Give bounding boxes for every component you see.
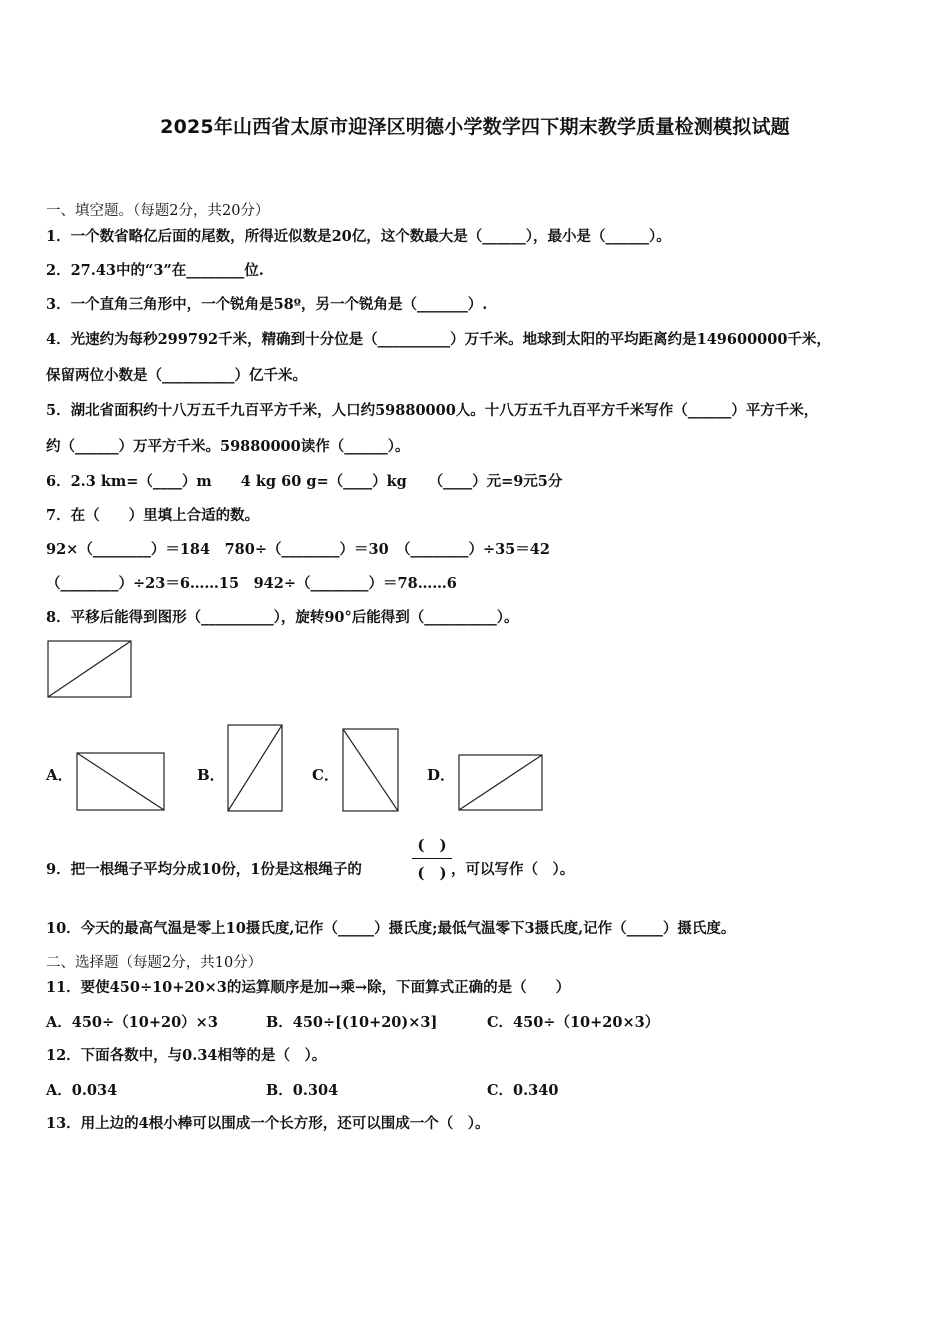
q8-option-a-label: A． <box>46 766 73 784</box>
question-2: 2．27.43中的“3”在________位. <box>46 262 264 279</box>
question-5-line-1: 5．湖北省面积约十八万五千九百平方千米，人口约59880000人。十八万五千九百平方千米写作（______）平方千米， <box>46 402 819 419</box>
q12-option-c: C．0.340 <box>487 1082 559 1099</box>
page-title: 2025年山西省太原市迎泽区明德小学数学四下期末教学质量检测模拟试题 <box>160 116 790 138</box>
question-9-suffix: ，可以写作（ ）。 <box>451 861 575 878</box>
q11-option-b: B．450÷[(10+20)×3] <box>266 1014 438 1031</box>
question-9-text: 9．把一根绳子平均分成10份，1份是这根绳子的 <box>46 861 362 878</box>
question-6: 6．2.3 km=（____）m 4 kg 60 g=（____）kg （____）元=9元5分 <box>46 473 563 490</box>
question-12: 12．下面各数中，与0.34相等的是（ ）。 <box>46 1047 327 1064</box>
section-fill-in-heading: 一、填空题。（每题2分，共20分） <box>46 203 270 219</box>
question-10: 10．今天的最高气温是零上10摄氏度,记作（_____）摄氏度;最低气温零下3摄氏度,记作（_____）摄氏度。 <box>46 920 736 937</box>
question-7-row-2: （________）÷23＝6……15 942÷（________）＝78……6 <box>46 575 457 592</box>
question-4-line-2: 保留两位小数是（__________）亿千米。 <box>46 367 307 384</box>
q8-option-b-label: B． <box>197 766 225 784</box>
q9-fraction-denominator: ( ) <box>417 864 447 882</box>
q8-option-b-figure <box>227 724 285 814</box>
q9-fraction-numerator: ( ) <box>417 836 447 854</box>
q11-option-a: A．450÷（10+20）×3 <box>46 1014 218 1031</box>
q12-option-a: A．0.034 <box>46 1082 118 1099</box>
question-4-line-1: 4．光速约为每秒299792千米，精确到十分位是（__________）万千米。地球到太阳的平均距离约是149600000千米， <box>46 331 831 348</box>
question-1: 1．一个数省略亿后面的尾数，所得近似数是20亿，这个数最大是（______），最小是（______）。 <box>46 228 671 245</box>
question-13: 13．用上边的4根小棒可以围成一个长方形，还可以围成一个（ ）。 <box>46 1115 490 1132</box>
q8-option-d-label: D． <box>427 766 456 784</box>
question-7: 7．在（ ）里填上合适的数。 <box>46 507 260 524</box>
question-3: 3．一个直角三角形中，一个锐角是58º，另一个锐角是（_______）. <box>46 296 488 313</box>
question-11: 11．要使450÷10+20×3的运算顺序是加→乘→除，下面算式正确的是（ ） <box>46 979 571 996</box>
q12-option-b: B．0.304 <box>266 1082 339 1099</box>
q8-option-c-label: C． <box>312 766 339 784</box>
q8-original-figure <box>47 640 134 700</box>
q11-option-c: C．450÷（10+20×3） <box>487 1014 660 1031</box>
question-5-line-2: 约（______）万平方千米。59880000读作（______）。 <box>46 438 410 455</box>
q8-option-d-figure <box>458 754 545 813</box>
q9-fraction-bar <box>412 858 452 859</box>
question-7-row-1: 92×（________）＝184 780÷（________）＝30 （________）÷35＝42 <box>46 541 550 558</box>
q8-option-c-figure <box>342 728 401 814</box>
q8-option-a-figure <box>76 752 167 813</box>
question-8: 8．平移后能得到图形（__________），旋转90°后能得到（__________）。 <box>46 609 519 626</box>
section-choice-heading: 二、选择题（每题2分，共10分） <box>46 955 263 971</box>
